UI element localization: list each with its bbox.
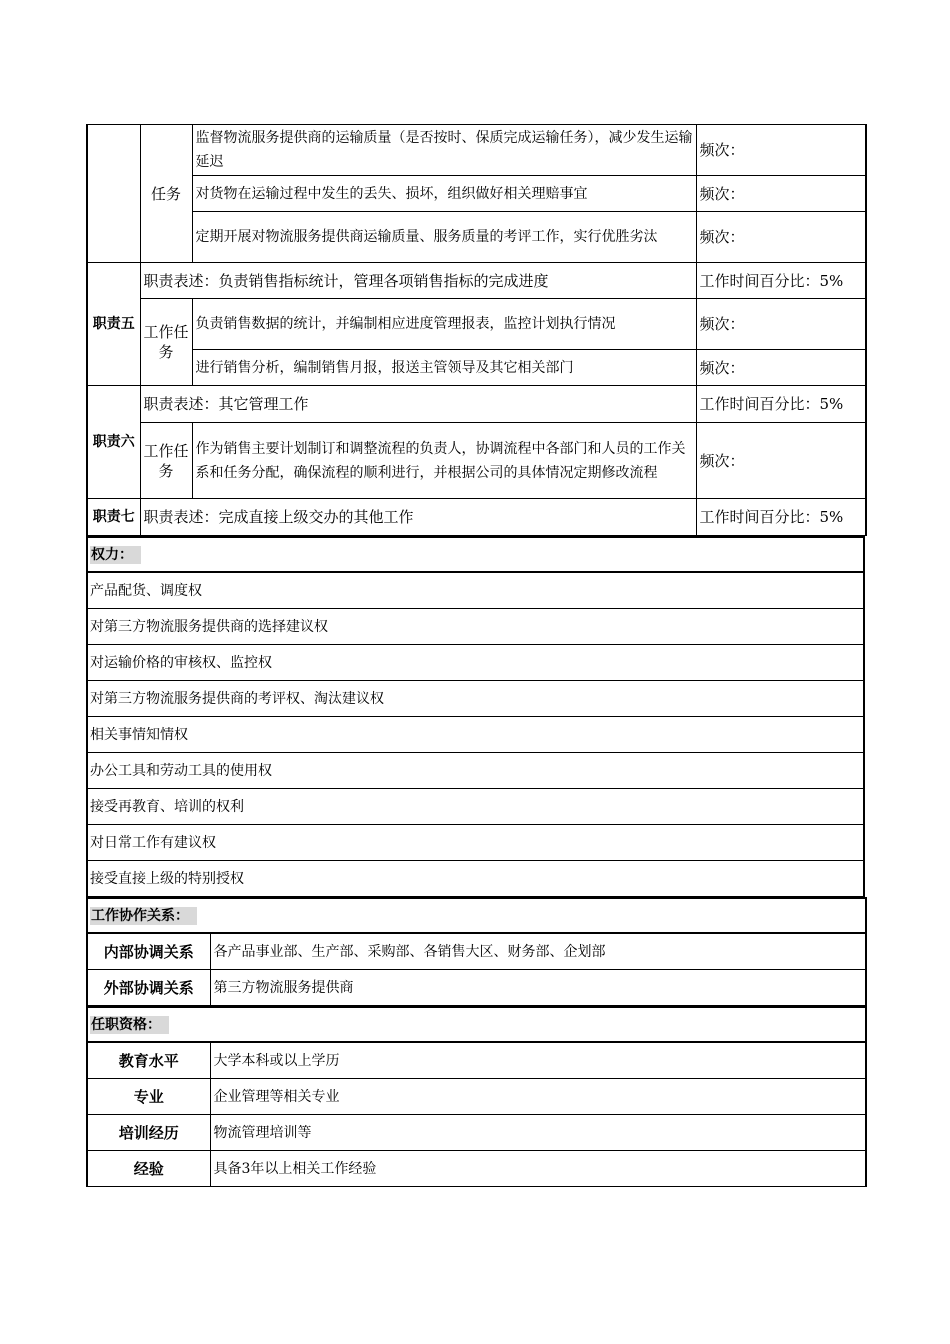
duty-top-task-label: 任务	[140, 125, 192, 263]
power-row	[87, 789, 864, 825]
qualification-row	[87, 1042, 866, 1079]
power-item: 产品配货、调度权	[87, 572, 864, 609]
qualification-value: 企业管理等相关专业	[210, 1079, 866, 1115]
duty6-desc-row	[87, 386, 866, 423]
power-row	[87, 825, 864, 861]
power-item: 接受直接上级的特别授权	[87, 861, 864, 897]
duty-top-label-cell	[87, 125, 140, 263]
job-description-page	[86, 124, 865, 1187]
task-frequency: 频次：	[696, 212, 866, 263]
power-row	[87, 609, 864, 645]
task-text: 进行销售分析，编制销售月报，报送主管领导及其它相关部门	[192, 350, 696, 386]
qualification-row	[87, 1079, 866, 1115]
duty5-desc-row	[87, 263, 866, 299]
task-text: 对货物在运输过程中发生的丢失、损坏，组织做好相关理赔事宜	[192, 176, 696, 212]
duty-top-task-row	[87, 125, 866, 176]
powers-table	[86, 536, 865, 897]
power-item: 对第三方物流服务提供商的考评权、淘汰建议权	[87, 681, 864, 717]
duty5-desc: 职责表述：负责销售指标统计，管理各项销售指标的完成进度	[140, 263, 696, 299]
duty7-desc: 职责表述：完成直接上级交办的其他工作	[140, 499, 696, 536]
duty6-task-row	[87, 423, 866, 499]
internal-relations-value: 各产品事业部、生产部、采购部、各销售大区、财务部、企划部	[210, 933, 866, 970]
qualification-label: 经验	[87, 1151, 210, 1187]
powers-header-cell	[87, 537, 864, 572]
power-row	[87, 645, 864, 681]
task-frequency: 频次：	[696, 423, 866, 499]
internal-relations-row	[87, 933, 866, 970]
duty7-desc-row	[87, 499, 866, 536]
qualifications-header-row	[87, 1007, 866, 1042]
task-frequency: 频次：	[696, 299, 866, 350]
duty-top-task-row	[87, 176, 866, 212]
qualifications-header-cell	[87, 1007, 866, 1042]
qualification-value: 物流管理培训等	[210, 1115, 866, 1151]
task-frequency: 频次：	[696, 125, 866, 176]
duty7-label: 职责七	[87, 499, 140, 536]
qualification-row	[87, 1115, 866, 1151]
power-item: 接受再教育、培训的权利	[87, 789, 864, 825]
power-item: 办公工具和劳动工具的使用权	[87, 753, 864, 789]
power-row	[87, 572, 864, 609]
external-relations-row	[87, 970, 866, 1006]
power-row	[87, 681, 864, 717]
relations-header-row	[87, 898, 866, 933]
duty5-task-row	[87, 299, 866, 350]
power-item: 对第三方物流服务提供商的选择建议权	[87, 609, 864, 645]
external-relations-label: 外部协调关系	[87, 970, 210, 1006]
duty6-task-label: 工作任务	[140, 423, 192, 499]
qualification-label: 专业	[87, 1079, 210, 1115]
duty5-task-label: 工作任务	[140, 299, 192, 386]
task-text: 负责销售数据的统计，并编制相应进度管理报表，监控计划执行情况	[192, 299, 696, 350]
qualification-row	[87, 1151, 866, 1187]
power-item: 对运输价格的审核权、监控权	[87, 645, 864, 681]
duty7-percent: 工作时间百分比：5%	[696, 499, 866, 536]
qualification-label: 培训经历	[87, 1115, 210, 1151]
internal-relations-label: 内部协调关系	[87, 933, 210, 970]
task-text: 作为销售主要计划制订和调整流程的负责人，协调流程中各部门和人员的工作关系和任务分配，确保流程的顺利进行，并根据公司的具体情况定期修改流程	[192, 423, 696, 499]
relations-title: 工作协作关系：	[90, 907, 197, 925]
power-item: 相关事情知情权	[87, 717, 864, 753]
powers-header-row	[87, 537, 864, 572]
duty5-task-row	[87, 350, 866, 386]
qualifications-table	[86, 1006, 867, 1187]
relations-table	[86, 897, 867, 1006]
task-frequency: 频次：	[696, 176, 866, 212]
relations-header-cell	[87, 898, 866, 933]
powers-title: 权力：	[90, 546, 141, 564]
duty6-desc: 职责表述：其它管理工作	[140, 386, 696, 423]
task-text: 定期开展对物流服务提供商运输质量、服务质量的考评工作，实行优胜劣汰	[192, 212, 696, 263]
duty6-label: 职责六	[87, 386, 140, 499]
qualification-value: 大学本科或以上学历	[210, 1042, 866, 1079]
power-item: 对日常工作有建议权	[87, 825, 864, 861]
task-text: 监督物流服务提供商的运输质量（是否按时、保质完成运输任务），减少发生运输延迟	[192, 125, 696, 176]
external-relations-value: 第三方物流服务提供商	[210, 970, 866, 1006]
duty6-percent: 工作时间百分比：5%	[696, 386, 866, 423]
duty5-percent: 工作时间百分比：5%	[696, 263, 866, 299]
duties-table	[86, 124, 867, 536]
qualifications-title: 任职资格：	[90, 1016, 169, 1034]
duty-top-task-row	[87, 212, 866, 263]
power-row	[87, 861, 864, 897]
qualification-label: 教育水平	[87, 1042, 210, 1079]
task-frequency: 频次：	[696, 350, 866, 386]
qualification-value: 具备3年以上相关工作经验	[210, 1151, 866, 1187]
power-row	[87, 717, 864, 753]
power-row	[87, 753, 864, 789]
duty5-label: 职责五	[87, 263, 140, 386]
